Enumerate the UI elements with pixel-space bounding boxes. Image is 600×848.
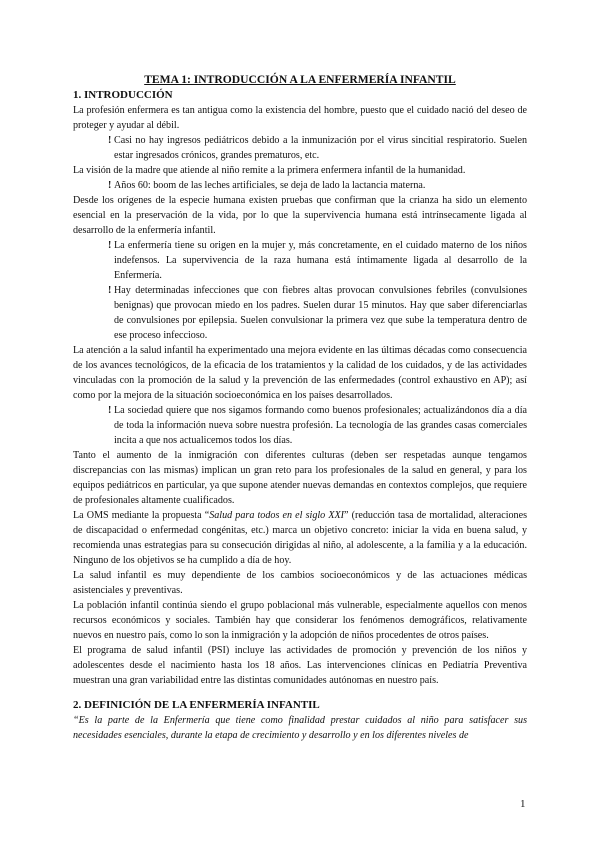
bullet-item [73,283,527,343]
bullet-item [73,133,527,163]
exclamation-bullet-icon: ! [108,285,112,296]
paragraph: La profesión enfermera es tan antigua como la existencia del hombre, puesto que el cuidado nació del deseo de proteger y ayudar al débil. [73,105,527,131]
paragraph: La población infantil continúa siendo el grupo poblacional más vulnerable, especialmente aquellos con menos recursos económicos y sociales. También hay que considerar los fenómenos demográficos, relativamente nuevos en nuestro país, como lo son la inmigración y la adopción de niños procedentes de otros países. [73,600,527,641]
document-title: TEMA 1: INTRODUCCIÓN A LA ENFERMERÍA INFANTIL [144,73,456,86]
oms-text-end: ” (reducción tasa de mortalidad, alteraciones de discapacidad o enfermedad congénitas, etc.) marca un objetivo concreto: iniciar la vida en buena salud, y recomienda unas estrategias para su consecución dirigidas al niño, al adolescente, a la familia y a la educación. Ninguno de los objetivos se ha cumplido a día de hoy. [73,510,527,566]
paragraph: Desde los orígenes de la especie humana existen pruebas que confirman que la crianza ha sido un elemento esencial en la preservación de la vida, por lo que la supervivencia humana está intrínsecamente ligada al desarrollo de la enfermería infantil. [73,195,527,236]
paragraph: La visión de la madre que atiende al niño remite a la primera enfermera infantil de la humanidad. [73,165,466,176]
section-heading-definicion: 2. DEFINICIÓN DE LA ENFERMERÍA INFANTIL [73,699,320,711]
section-heading-introduccion: 1. INTRODUCCIÓN [73,89,173,101]
paragraph: El programa de salud infantil (PSI) incluye las actividades de promoción y prevención de los niños y adolescentes desde el nacimiento hasta los 18 años. Las intervenciones clínicas en Pediatría Preventiva muestran una gran variabilidad entre las distintas comunidades autónomas en nuestro país. [73,645,527,686]
oms-text-start: La OMS mediante la propuesta “ [73,510,210,521]
document-body [73,72,527,743]
bullet-text: La sociedad quiere que nos sigamos formando como buenos profesionales; actualizándonos día a día de toda la información nueva sobre nuestra profesión. La tecnología de las grandes casas comerciales incita a que nos actualicemos todos los días. [114,405,527,446]
definition-quote: “Es la parte de la Enfermería que tiene como finalidad prestar cuidados al niño para satisfacer sus necesidades esenciales, durante la etapa de crecimiento y desarrollo y en los diferentes niveles de [73,715,527,741]
bullet-item [73,403,527,448]
oms-proposal-title: Salud para todos en el siglo XXI [209,510,345,521]
bullet-text: Años 60: boom de las leches artificiales, se deja de lado la lactancia materna. [114,180,426,191]
paragraph-oms [73,508,527,568]
bullet-item [73,178,527,193]
exclamation-bullet-icon: ! [108,405,112,416]
paragraph: Tanto el aumento de la inmigración con diferentes culturas (deben ser respetadas aunque tengamos discrepancias con las mismas) implican un gran reto para los profesionales de la salud en general, y para los equipos pediátricos en particular, ya que supone atender nuevas demandas en contextos complejos, que requiere de profesionales altamente cualificados. [73,450,527,506]
bullet-item [73,238,527,283]
bullet-text: La enfermería tiene su origen en la mujer y, más concretamente, en el cuidado materno de los niños indefensos. La supervivencia de la raza humana está íntimamente ligada al desarrollo de la Enfermería. [114,240,527,281]
bullet-text: Casi no hay ingresos pediátricos debido a la inmunización por el virus sincitial respiratorio. Suelen estar ingresados crónicos, grandes prematuros, etc. [114,135,527,161]
exclamation-bullet-icon: ! [108,180,112,191]
exclamation-bullet-icon: ! [108,240,112,251]
page-number: 1 [520,798,526,810]
exclamation-bullet-icon: ! [108,135,112,146]
bullet-text: Hay determinadas infecciones que con fiebres altas provocan convulsiones febriles (convulsiones benignas) que provocan miedo en los padres. Suelen durar 15 minutos. Hay que saber diferenciarlas de convulsiones por epilepsia. Suelen convulsionar la primera vez que sube la temperatura dentro de ese proceso infeccioso. [114,285,527,341]
paragraph: La salud infantil es muy dependiente de los cambios socioeconómicos y de las actuaciones médicas asistenciales y preventivas. [73,570,527,596]
paragraph: La atención a la salud infantil ha experimentado una mejora evidente en las últimas décadas como consecuencia de los avances tecnológicos, de la eficacia de los tratamientos y la calidad de los cuidados, y de las actividades vinculadas con la promoción de la salud y la prevención de las enfermedades (control exhaustivo en AP); así como por la mejora de la situación socioeconómica en los países desarrollados. [73,345,527,401]
